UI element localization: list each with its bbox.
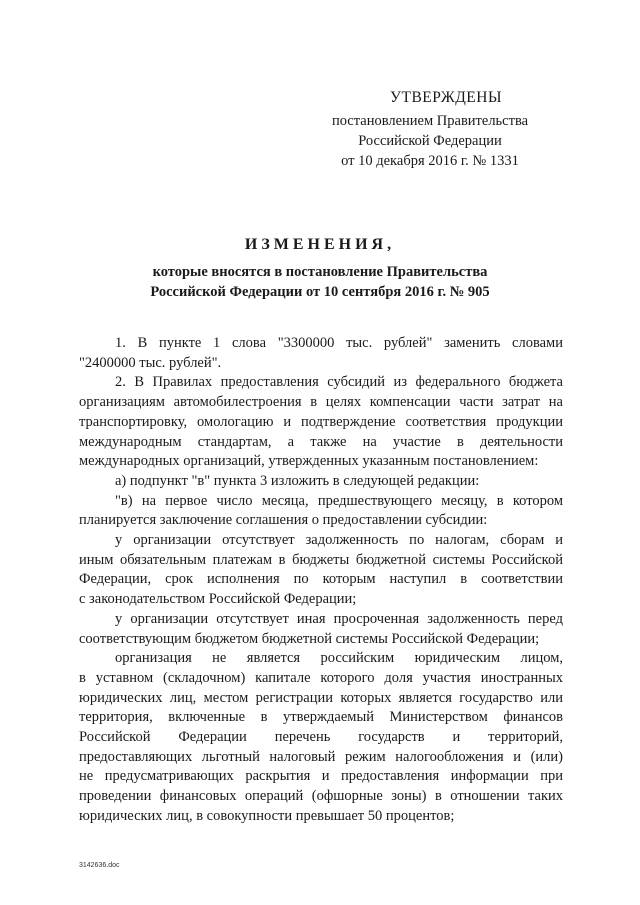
paragraph: [79, 334, 563, 373]
paragraph-line: транспортировку, омологацию и подтверждение соответствия продукции: [79, 413, 563, 430]
paragraph-line: в уставном (складочном) капитале которого доля участия иностранных: [79, 669, 563, 686]
paragraph-line: планируется заключение соглашения о предоставлении субсидии:: [79, 512, 488, 529]
approval-heading: УТВЕРЖДЕНЫ: [390, 89, 502, 106]
subtitle-line-2: Российской Федерации от 10 сентября 2016 г. № 905: [150, 284, 490, 300]
paragraph-line: Российской Федерации перечень государств и территорий,: [79, 729, 563, 746]
paragraph-line: 1. В пункте 1 слова "3300000 тыс. рублей" заменить словами: [115, 335, 563, 351]
paragraph: [79, 610, 563, 649]
subtitle-line-1: которые вносятся в постановление Правительства: [152, 264, 488, 280]
paragraph-line: международных организаций, утвержденных указанным постановлением:: [79, 453, 539, 470]
document-body: [79, 334, 563, 827]
paragraph-line: "в) на первое число месяца, предшествующего месяцу, в котором: [115, 492, 563, 509]
approval-line-1: постановлением Правительства: [331, 113, 529, 129]
paragraph-line: "2400000 тыс. рублей".: [79, 354, 222, 371]
paragraph-line: территория, включенные в утверждаемый Министерством финансов: [79, 709, 563, 726]
paragraph-line: международным стандартам, а также на участие в деятельности: [79, 433, 563, 450]
paragraph: [79, 472, 563, 492]
paragraph: [79, 649, 563, 826]
paragraph-line: у организации отсутствует задолженность по налогам, сборам и: [115, 532, 563, 549]
paragraph-line: предоставляющих льготный налоговый режим налогообложения и (или): [79, 748, 563, 765]
paragraph-line: 2. В Правилах предоставления субсидий из федерального бюджета: [115, 374, 563, 391]
paragraph-line: организациям автомобилестроения в целях компенсации части затрат на: [79, 394, 563, 411]
paragraph-line: юридических лиц, местом регистрации которых является государство или: [79, 689, 563, 706]
paragraph: [79, 492, 563, 531]
paragraph: [79, 373, 563, 472]
paragraph-line: юридических лиц, в совокупности превышает 50 процентов;: [79, 807, 455, 824]
paragraph-line: не предусматривающих раскрытия и предоставления информации при: [79, 768, 563, 785]
document-title: ИЗМЕНЕНИЯ,: [244, 236, 396, 253]
document-subtitle: [0, 262, 640, 302]
approval-stamp: [330, 88, 530, 171]
paragraph-line: с законодательством Российской Федерации;: [79, 591, 357, 608]
paragraph-line: иным обязательным платежам в бюджеты бюджетной системы Российской: [79, 551, 563, 568]
file-name-footer: 3142636.doc: [79, 862, 120, 869]
paragraph-line: Федерации, срок исполнения по которым наступил в соответствии: [79, 571, 563, 588]
paragraph-line: а) подпункт "в" пункта 3 изложить в следующей редакции:: [115, 472, 480, 489]
paragraph-line: соответствующим бюджетом бюджетной системы Российской Федерации;: [79, 630, 540, 647]
approval-line-2: Российской Федерации: [358, 133, 502, 149]
approval-line-3: от 10 декабря 2016 г. № 1331: [341, 153, 519, 169]
paragraph-line: организация не является российским юридическим лицом,: [115, 650, 563, 667]
paragraph: [79, 531, 563, 610]
paragraph-line: у организации отсутствует иная просроченная задолженность перед: [115, 610, 563, 627]
paragraph-line: проведении финансовых операций (офшорные зоны) в отношении таких: [79, 788, 563, 805]
